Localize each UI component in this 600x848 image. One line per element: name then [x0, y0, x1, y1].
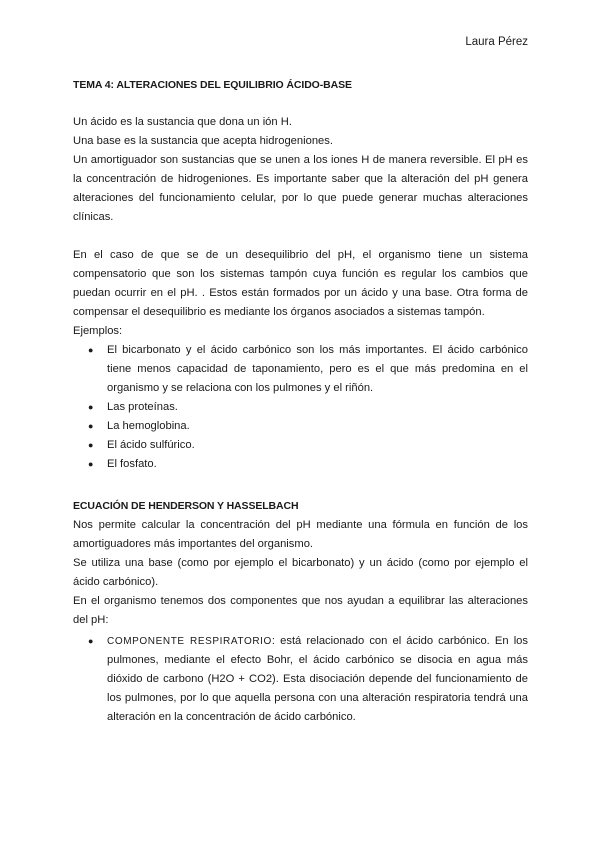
henderson-paragraph-3: En el organismo tenemos dos componentes que nos ayudan a equilibrar las alteraciones del pH:: [73, 595, 528, 626]
list-item: [73, 632, 528, 727]
intro-line-acid: Un ácido es la sustancia que dona un ión H.: [73, 116, 292, 128]
bullet-icon: ●: [88, 345, 94, 355]
intro-section: [73, 113, 528, 227]
header-author: Laura Pérez: [465, 36, 528, 48]
intro-line-base: Una base es la sustancia que acepta hidrogeniones.: [73, 135, 333, 147]
page-title: TEMA 4: ALTERACIONES DEL EQUILIBRIO ÁCIDO-BASE: [73, 79, 352, 91]
component-label: COMPONENTE RESPIRATORIO: [107, 636, 272, 647]
list-item: ● El fosfato.: [73, 455, 528, 474]
examples-label: Ejemplos:: [73, 325, 123, 337]
intro-paragraph-buffer: Un amortiguador son sustancias que se unen a los iones H de manera reversible. El pH es la concentración de hidrogeniones. Es importante saber que la alteración del pH genera alteraciones del funcionamiento celular, por lo que puede generar muchas alteraciones clínicas.: [73, 154, 528, 223]
list-item: ● El bicarbonato y el ácido carbónico son los más importantes. El ácido carbónico tiene menos capacidad de taponamiento, pero es el que más predomina en el organismo y se relaciona con los pulmones y el riñón.: [73, 341, 528, 398]
bullet-icon: ●: [88, 459, 94, 469]
list-item: ● Las proteínas.: [73, 398, 528, 417]
examples-list: [73, 341, 528, 474]
list-item: ● El ácido sulfúrico.: [73, 436, 528, 455]
bullet-icon: ●: [88, 421, 94, 431]
bullet-icon: ●: [88, 402, 94, 412]
henderson-section: [73, 516, 528, 727]
components-list: [73, 632, 528, 727]
henderson-paragraph-2: Se utiliza una base (como por ejemplo el bicarbonato) y un ácido (como por ejemplo el ácido carbónico).: [73, 557, 528, 588]
compensation-paragraph: En el caso de que se de un desequilibrio del pH, el organismo tiene un sistema compensatorio que son los sistemas tampón cuya función es regular los cambios que puedan ocurrir en el pH. . Estos están formados por un ácido y una base. Otra forma de compensar el desequilibrio es mediante los órganos asociados a sistemas tampón.: [73, 249, 528, 318]
bullet-icon: ●: [88, 636, 94, 646]
henderson-paragraph-1: Nos permite calcular la concentración del pH mediante una fórmula en función de los amortiguadores más importantes del organismo.: [73, 519, 528, 550]
list-item: ● La hemoglobina.: [73, 417, 528, 436]
section-title-henderson: ECUACIÓN DE HENDERSON Y HASSELBACH: [73, 500, 299, 512]
bullet-icon: ●: [88, 440, 94, 450]
compensation-section: [73, 246, 528, 474]
component-text: : está relacionado con el ácido carbónico. En los pulmones, mediante el efecto Bohr, el ácido carbónico se disocia en agua más dióxido de carbono (H2O + CO2). Esta disociación depende del funcionamiento de los pulmones, por lo que aquella persona con una alteración respiratoria tendrá una alteración en la concentración de ácido carbónico.: [107, 635, 528, 723]
